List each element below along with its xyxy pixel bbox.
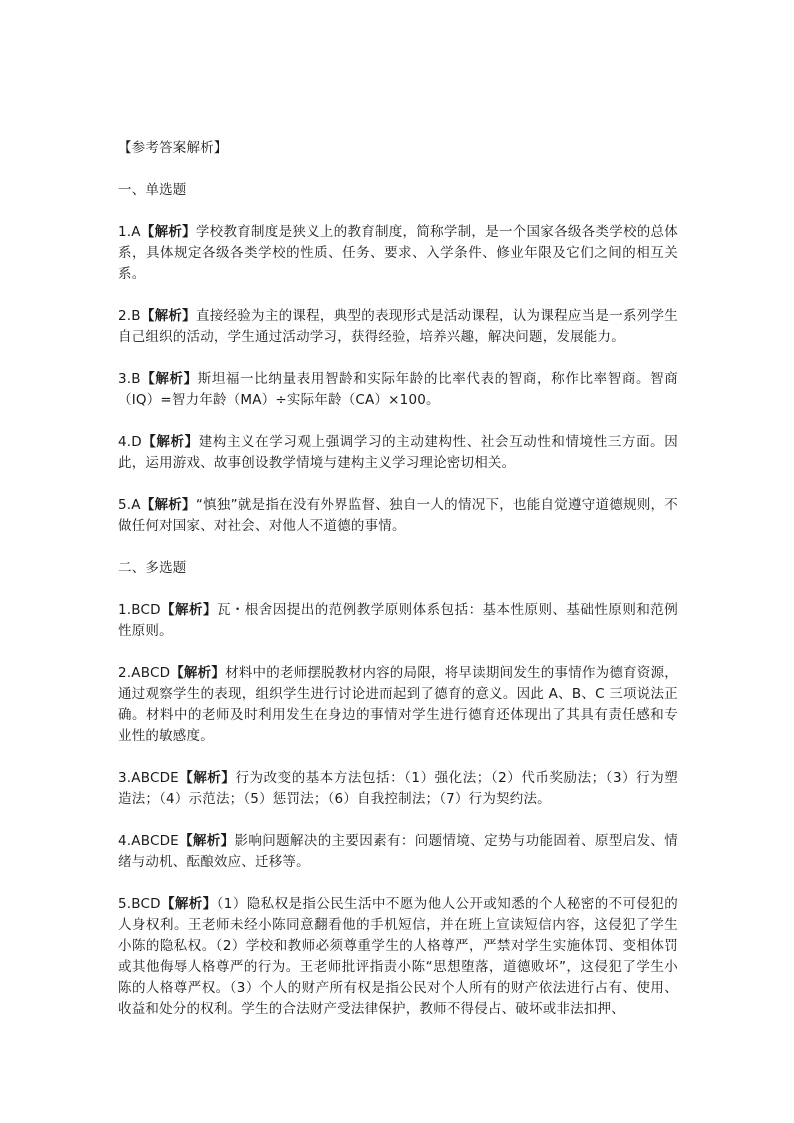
- answer-item: [118, 306, 678, 348]
- answer-text: 学校教育制度是狭义上的教育制度，简称学制，是一个国家各级各类学校的总体系，具体规定各级各类学校的性质、任务、要求、入学条件、修业年限及它们之间的相互关系。: [118, 224, 678, 282]
- document-page: [118, 138, 678, 1041]
- analysis-tag: 【解析】: [178, 833, 235, 849]
- section-title-multiple-choice: 二、多选题: [118, 560, 187, 576]
- answer-text: 行为改变的基本方法包括：（1）强化法；（2）代币奖励法；（3）行为塑造法；（4）示范法；（5）惩罚法；（6）自我控制法；（7）行为契约法。: [118, 770, 678, 807]
- answer-text: 材料中的老师摆脱教材内容的局限，将早读期间发生的事情作为德育资源，通过观察学生的表现，组织学生进行讨论进而起到了德育的意义。因此 A、B、C 三项说法正确。材料中的老师及时利用发生在身边的事情对学生进行德育还体现出了其具有责任感和专业性的敏感度。: [118, 665, 678, 744]
- analysis-tag: 【解析】: [140, 308, 196, 324]
- answer-text: （1）隐私权是指公民生活中不愿为他人公开或知悉的个人秘密的不可侵犯的人身权利。王老师未经小陈同意翻看他的手机短信，并在班上宣读短信内容，这侵犯了学生小陈的隐私权。（2）学校和教师必须尊重学生的人格尊严，严禁对学生实施体罚、变相体罚或其他侮辱人格尊严的行为。王老师批评指责小陈“思想堕落，道德败坏”，这侵犯了学生小陈的人格尊严权。（3）个人的财产所有权是指公民对个人所有的财产依法进行占有、使用、收益和处分的权利。学生的合法财产受法律保护，教师不得侵占、破坏或非法扣押、: [118, 896, 678, 1017]
- answer-number: 3.ABCDE: [118, 770, 179, 786]
- answer-text: 瓦・根舍因提出的范例教学原则体系包括：基本性原则、基础性原则和范例性原则。: [118, 602, 678, 639]
- answer-item: [118, 894, 678, 1020]
- answer-text: “慎独”就是指在没有外界监督、独自一人的情况下，也能自觉遵守道德规则，不做任何对国家、对社会、对他人不道德的事情。: [118, 497, 678, 534]
- answer-item: [118, 222, 678, 285]
- answer-number: 2.ABCD: [118, 665, 171, 681]
- analysis-tag: 【解析】: [141, 434, 199, 450]
- document-title: 【参考答案解析】: [118, 140, 228, 156]
- answer-text: 直接经验为主的课程，典型的表现形式是活动课程，认为课程应当是一系列学生自己组织的活动，学生通过活动学习，获得经验，培养兴趣，解决问题，发展能力。: [118, 308, 678, 345]
- answer-text: 建构主义在学习观上强调学习的主动建构性、社会互动性和情境性三方面。因此，运用游戏、故事创设教学情境与建构主义学习理论密切相关。: [118, 434, 678, 471]
- answer-number: 3.B: [118, 371, 141, 387]
- answer-number: 5.A: [118, 497, 141, 513]
- analysis-tag: 【解析】: [160, 896, 217, 912]
- answer-number: 1.A: [118, 224, 141, 240]
- analysis-tag: 【解析】: [140, 371, 198, 387]
- answer-number: 4.ABCDE: [118, 833, 179, 849]
- answer-item: [118, 369, 678, 411]
- analysis-tag: 【解析】: [178, 770, 236, 786]
- answer-item: [118, 831, 678, 873]
- answer-text: 斯坦福一比纳量表用智龄和实际年龄的比率代表的智商，称作比率智商。智商（IQ）=智力年龄（MA）÷实际年龄（CA）×100。: [118, 371, 678, 408]
- answer-item: [118, 432, 678, 474]
- answer-item: [118, 495, 678, 537]
- section-title-single-choice: 一、单选题: [118, 182, 187, 198]
- answer-item: [118, 600, 678, 642]
- analysis-tag: 【解析】: [170, 665, 226, 681]
- analysis-tag: 【解析】: [140, 224, 196, 240]
- analysis-tag: 【解析】: [140, 497, 196, 513]
- answer-number: 5.BCD: [118, 896, 161, 912]
- answer-item: [118, 768, 678, 810]
- answer-item: [118, 663, 678, 747]
- answer-text: 影响问题解决的主要因素有：问题情境、定势与功能固着、原型启发、情绪与动机、酝酿效应、迁移等。: [118, 833, 678, 870]
- answer-number: 2.B: [118, 308, 141, 324]
- answer-number: 4.D: [118, 434, 142, 450]
- answer-number: 1.BCD: [118, 602, 161, 618]
- analysis-tag: 【解析】: [160, 602, 217, 618]
